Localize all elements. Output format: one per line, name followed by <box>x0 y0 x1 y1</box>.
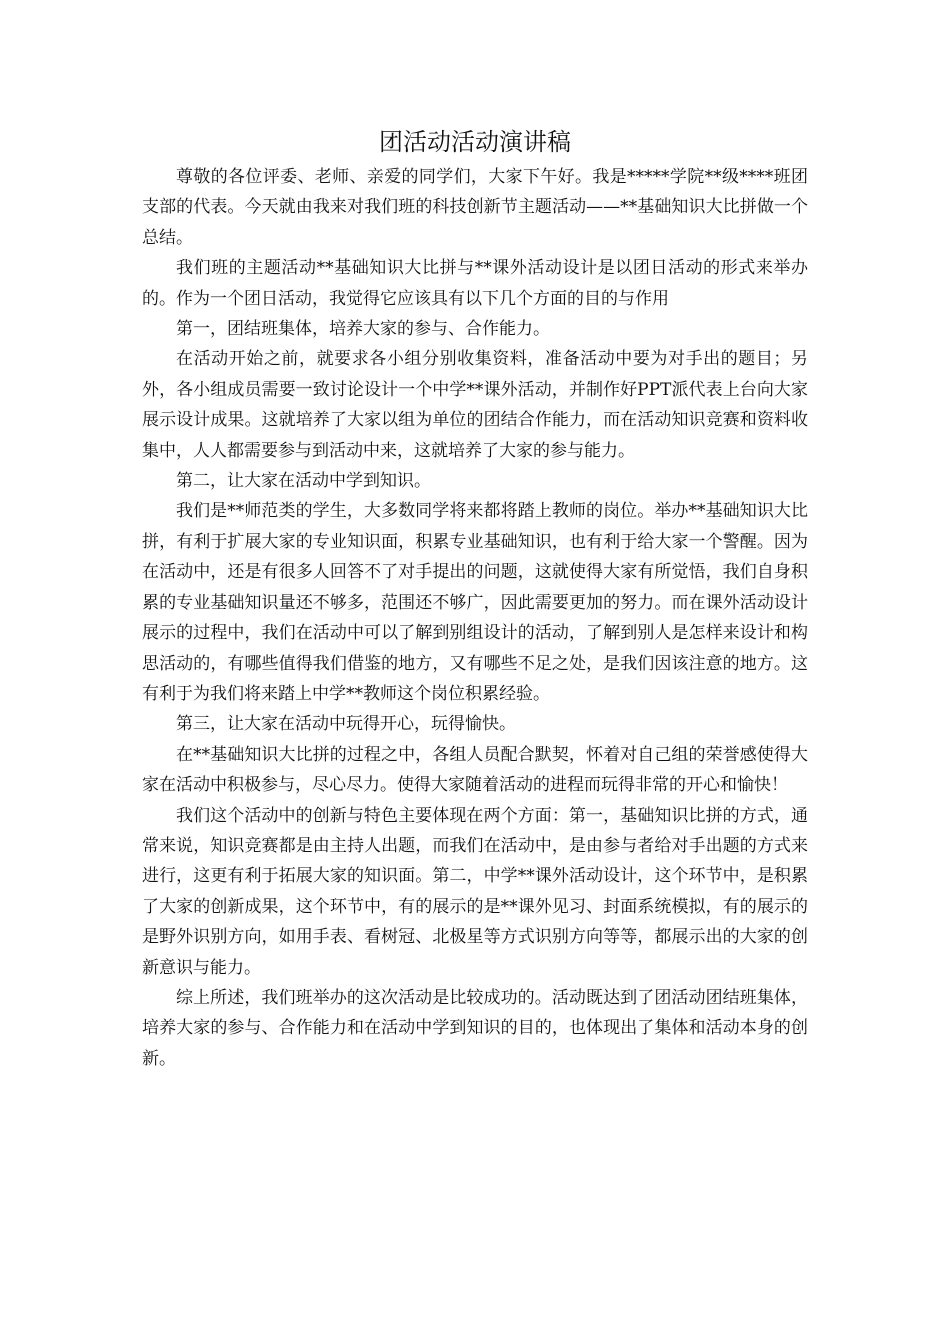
paragraph-innovation: 我们这个活动中的创新与特色主要体现在两个方面：第一，基础知识比拼的方式，通常来说，知识竞赛都是由主持人出题，而我们在活动中，是由参与者给对手出题的方式来进行，这更有利于拓展大家的知识面。第二，中学**课外活动设计，这个环节中，是积累了大家的创新成果，这个环节中，有的展示的是**课外见习、封面系统模拟，有的展示的是野外识别方向，如用手表、看树冠、北极星等方式识别方向等等，都展示出的大家的创新意识与能力。 <box>142 805 808 978</box>
paragraph-point-two-heading: 第二，让大家在活动中学到知识。 <box>176 471 431 492</box>
document-body <box>142 122 808 1074</box>
paragraph-greeting: 尊敬的各位评委、老师、亲爱的同学们，大家下午好。我是*****学院**级****班团支部的代表。今天就由我来对我们班的科技创新节主题活动——**基础知识大比拼做一个总结。 <box>142 167 808 248</box>
paragraph-conclusion: 综上所述，我们班举办的这次活动是比较成功的。活动既达到了团活动团结班集体，培养大家的参与、合作能力和在活动中学到知识的目的，也体现出了集体和活动本身的创新。 <box>142 987 808 1069</box>
paragraph-intro: 我们班的主题活动**基础知识大比拼与**课外活动设计是以团日活动的形式来举办的。作为一个团日活动，我觉得它应该具有以下几个方面的目的与作用 <box>142 258 808 309</box>
paragraph-point-one-body: 在活动开始之前，就要求各小组分别收集资料，准备活动中要为对手出的题目；另外，各小组成员需要一致讨论设计一个中学**课外活动，并制作好PPT派代表上台向大家展示设计成果。这就培养了大家以组为单位的团结合作能力，而在活动知识竞赛和资料收集中，人人都需要参与到活动中来，这就培养了大家的参与能力。 <box>142 349 808 461</box>
paragraph-point-three-body: 在**基础知识大比拼的过程之中，各组人员配合默契，怀着对自己组的荣誉感使得大家在活动中积极参与，尽心尽力。使得大家随着活动的进程而玩得非常的开心和愉快！ <box>142 744 808 796</box>
paragraph-point-one-heading: 第一，团结班集体，培养大家的参与、合作能力。 <box>176 319 550 340</box>
paragraph-point-two-body: 我们是**师范类的学生，大多数同学将来都将踏上教师的岗位。举办**基础知识大比拼，有利于扩展大家的专业知识面，积累专业基础知识，也有利于给大家一个警醒。因为在活动中，还是有很多人回答不了对手提出的问题，这就使得大家有所觉悟，我们自身积累的专业基础知识量还不够多，范围还不够广，因此需要更加的努力。而在课外活动设计展示的过程中，我们在活动中可以了解到别组设计的活动，了解到别人是怎样来设计和构思活动的，有哪些值得我们借鉴的地方，又有哪些不足之处，是我们因该注意的地方。这有利于为我们将来踏上中学**教师这个岗位积累经验。 <box>142 501 808 704</box>
document-title: 团活动活动演讲稿 <box>379 128 571 156</box>
paragraph-point-three-heading: 第三，让大家在活动中玩得开心，玩得愉快。 <box>176 714 516 735</box>
